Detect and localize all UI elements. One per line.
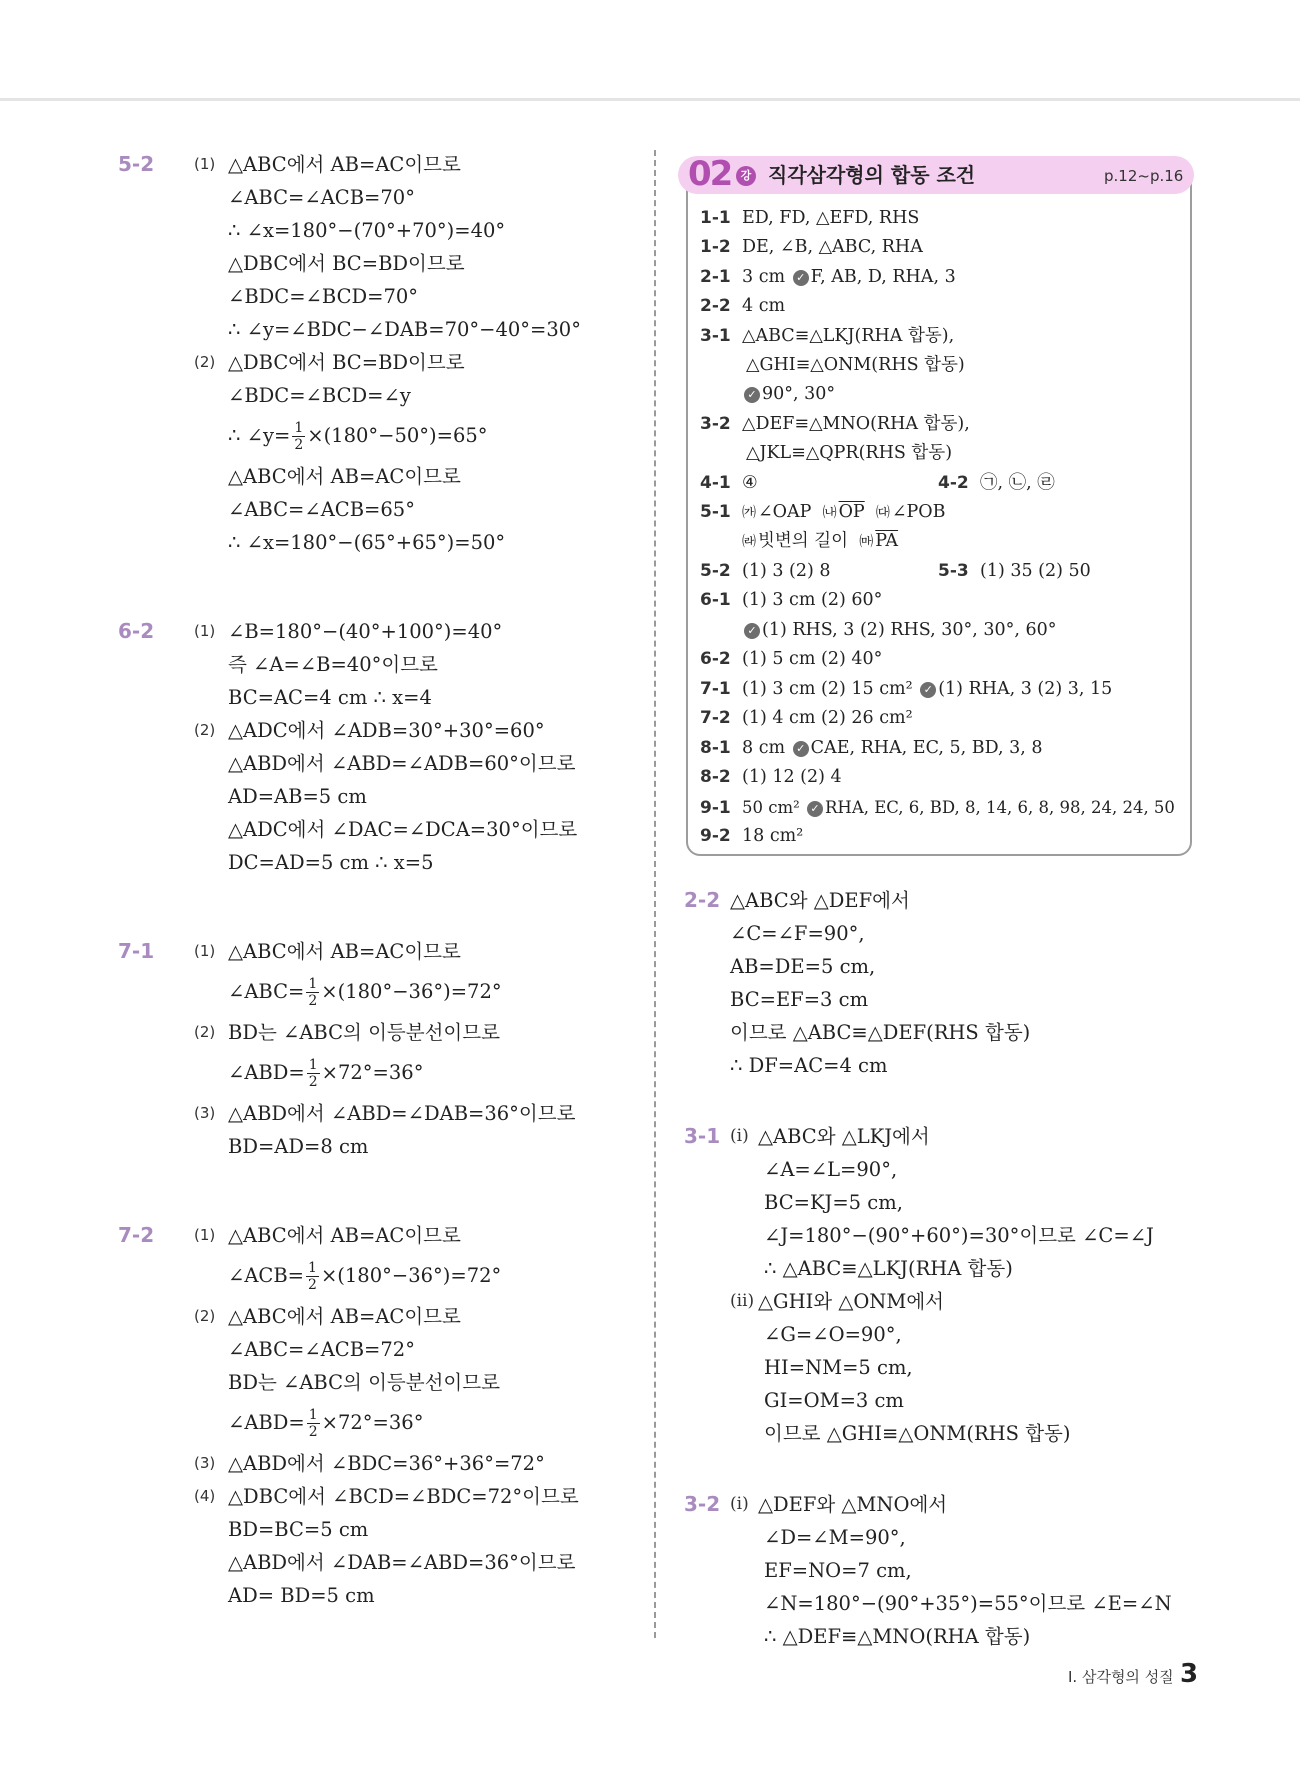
- answer-number: 3-1: [700, 326, 731, 346]
- sub-answer-4: [194, 1480, 638, 1612]
- line-part: ∴ ∠y=: [228, 424, 291, 447]
- solution-line: ∴ △ABC≡△LKJ(RHA 합동): [764, 1257, 1013, 1280]
- sub-answer-2: [194, 1300, 638, 1447]
- solution-line: ∠BDC=∠BCD=∠y: [228, 384, 411, 407]
- answer-number: 7-1: [700, 679, 731, 699]
- answer-text: $\overline{OP}$: [838, 502, 865, 522]
- line-part: ×(180°−36°)=72°: [320, 1264, 502, 1287]
- solution-line: ∴ △DEF≡△MNO(RHA 합동): [764, 1625, 1031, 1648]
- line-part: ∠ABD=: [228, 1061, 305, 1084]
- fraction: [307, 1407, 320, 1440]
- solution-line: [228, 1252, 638, 1300]
- check-icon: ✓: [744, 623, 760, 639]
- answer-text: △DEF≡△MNO(RHA 합동),: [742, 414, 970, 434]
- solution-line: ∠G=∠O=90°,: [764, 1323, 902, 1346]
- answer-9-1: [700, 793, 1175, 823]
- solution-line: △ABD에서 ∠ABD=∠DAB=36°이므로: [228, 1102, 576, 1125]
- sub-answer-2: [194, 1016, 638, 1097]
- solution-line: △ABC에서 AB=AC이므로: [228, 1305, 461, 1328]
- fraction-numerator: 1: [308, 1407, 318, 1423]
- solution-line: △ABC에서 AB=AC이므로: [228, 465, 461, 488]
- answer-text: ∠OAP: [758, 502, 812, 522]
- answer-number: 9-1: [700, 798, 731, 818]
- solution-line: ∴ DF=AC=4 cm: [730, 1054, 888, 1077]
- sub-answer-2: [194, 714, 638, 879]
- solution-line: DC=AD=5 cm ∴ x=5: [228, 851, 434, 874]
- solution-line: △ABC에서 AB=AC이므로: [228, 153, 461, 176]
- top-rule: [0, 98, 1300, 101]
- check-icon: ✓: [793, 270, 809, 286]
- problem-number: 2-2: [684, 888, 721, 912]
- answer-number: 2-1: [700, 267, 731, 287]
- solution-line: ∴ ∠x=180°−(65°+65°)=50°: [228, 531, 506, 554]
- answer-number: 5-3: [938, 561, 969, 581]
- line-part: ∠ACB=: [228, 1264, 305, 1287]
- solution-line: HI=NM=5 cm,: [764, 1356, 913, 1379]
- answer-2-2: [700, 292, 785, 321]
- solution-line: ∴ ∠x=180°−(70°+70°)=40°: [228, 219, 506, 242]
- fraction-denominator: 2: [308, 993, 318, 1009]
- line-part: ∠ABC=: [228, 980, 305, 1003]
- solution-line: GI=OM=3 cm: [764, 1389, 904, 1412]
- line-part: ×(180°−50°)=65°: [307, 424, 488, 447]
- sub-label: (2): [194, 353, 216, 371]
- fraction-denominator: 2: [294, 437, 304, 453]
- fraction-numerator: 1: [294, 420, 304, 436]
- sub-answer-2: [194, 346, 638, 559]
- solution-line: △ABD에서 ∠BDC=36°+36°=72°: [228, 1452, 545, 1475]
- answer-7-2: [700, 704, 913, 733]
- check-icon: ✓: [744, 387, 760, 403]
- answer-number: 1-1: [700, 208, 731, 228]
- sub-label: (3): [194, 1454, 216, 1472]
- sub-answer-1: [194, 615, 638, 714]
- answer-text: (1) 4 cm (2) 26 cm²: [742, 708, 913, 728]
- lesson-badge: 강: [736, 166, 756, 186]
- blank-label: ㈐: [875, 505, 890, 521]
- answer-text: 3 cm: [742, 267, 786, 287]
- solution-line: [228, 1399, 638, 1447]
- fraction-denominator: 2: [308, 1424, 318, 1440]
- solution-line: ∠ABC=∠ACB=70°: [228, 186, 415, 209]
- answer-9-2: [700, 822, 803, 851]
- sub-answer-1: [194, 148, 638, 346]
- answer-text: (1) 5 cm (2) 40°: [742, 649, 883, 669]
- answer-text: (1) 3 cm (2) 60°: [742, 590, 883, 610]
- chapter-label: Ⅰ. 삼각형의 성질: [1068, 1668, 1174, 1686]
- answer-6-2: [700, 645, 882, 674]
- problem-5-2: [118, 148, 638, 559]
- solution-line: 이므로 △GHI≡△ONM(RHS 합동): [764, 1422, 1071, 1445]
- solution-line: BC=AC=4 cm ∴ x=4: [228, 686, 432, 709]
- solution-line: 즉 ∠A=∠B=40°이므로: [228, 653, 438, 676]
- page-number: 3: [1180, 1659, 1199, 1689]
- answer-number: 5-1: [700, 502, 731, 522]
- answer-3-1-line-3: [742, 380, 835, 409]
- fraction-numerator: 1: [308, 976, 318, 992]
- answer-5-1: [700, 498, 946, 528]
- line-part: ×72°=36°: [321, 1411, 424, 1434]
- answer-text: 90°, 30°: [762, 384, 836, 404]
- sub-label: (2): [194, 721, 216, 739]
- solution-line: △ABC와 △LKJ에서: [758, 1125, 930, 1148]
- line-part: ×72°=36°: [321, 1061, 424, 1084]
- answer-extra: RHA, EC, 6, BD, 8, 14, 6, 8, 98, 24, 24, 50: [825, 798, 1175, 817]
- problem-number: 3-2: [684, 1492, 721, 1516]
- fraction: [292, 420, 305, 453]
- line-part: ×(180°−36°)=72°: [321, 980, 502, 1003]
- sub-label: (1): [194, 622, 216, 640]
- answer-3-1-line-2: △GHI≡△ONM(RHS 합동): [746, 355, 965, 375]
- solution-line: △ABC와 △DEF에서: [730, 889, 910, 912]
- answer-number: 3-2: [700, 414, 731, 434]
- sub-label: (ⅰ): [730, 1494, 749, 1514]
- blank-label: ㈏: [822, 505, 837, 521]
- solution-line: [228, 1049, 638, 1097]
- solution-line: △ABC에서 AB=AC이므로: [228, 940, 461, 963]
- problem-number: 3-1: [684, 1124, 721, 1148]
- solution-line: ∠J=180°−(90°+60°)=30°이므로 ∠C=∠J: [764, 1224, 1154, 1247]
- sub-answer-i: [730, 1120, 1204, 1285]
- answer-number: 5-2: [700, 561, 731, 581]
- answer-5-1-line-2: [742, 527, 898, 557]
- blank-label: ㈒: [859, 534, 874, 550]
- problem-number: 6-2: [118, 619, 155, 643]
- answer-3-1: [700, 322, 954, 351]
- solution-line: △ABD에서 ∠ABD=∠ADB=60°이므로: [228, 752, 576, 775]
- solution-line: △DBC에서 BC=BD이므로: [228, 252, 465, 275]
- solution-line: ∠N=180°−(90°+35°)=55°이므로 ∠E=∠N: [764, 1592, 1172, 1615]
- sub-label: (1): [194, 942, 216, 960]
- answer-number: 6-1: [700, 590, 731, 610]
- answer-text: (1) 12 (2) 4: [742, 767, 842, 787]
- answer-6-1: [700, 586, 882, 615]
- answer-number: 9-2: [700, 826, 731, 846]
- blank-label: ㈎: [742, 505, 756, 521]
- sub-label: (1): [194, 155, 216, 173]
- answer-text: △ABC≡△LKJ(RHA 합동),: [742, 326, 955, 346]
- solution-line: BD=BC=5 cm: [228, 1518, 369, 1541]
- answer-extra: (1) RHA, 3 (2) 3, 15: [938, 679, 1113, 699]
- sub-answer-1: [194, 1219, 638, 1300]
- problem-7-1: [118, 935, 638, 1163]
- fraction-numerator: 1: [308, 1260, 317, 1276]
- sub-answer-ii: [730, 1285, 1204, 1450]
- answer-4-1: [700, 469, 758, 498]
- answer-text: 50 cm²: [742, 798, 800, 817]
- problem-3-1: [684, 1120, 1204, 1450]
- solution-line: ∠C=∠F=90°,: [730, 922, 865, 945]
- column-divider: [654, 150, 656, 1638]
- fraction-denominator: 2: [308, 1074, 318, 1090]
- sub-label: (1): [194, 1226, 216, 1244]
- answer-8-2: [700, 763, 842, 792]
- solution-line: AB=DE=5 cm,: [730, 955, 876, 978]
- check-icon: ✓: [920, 682, 936, 698]
- answer-6-1-line-2: [742, 616, 1057, 645]
- answer-3-2-line-2: △JKL≡△QPR(RHS 합동): [746, 443, 953, 463]
- sub-answer-3: [194, 1447, 638, 1480]
- answer-text: 18 cm²: [742, 826, 804, 846]
- answer-number: 8-1: [700, 738, 731, 758]
- answer-number: 2-2: [700, 296, 731, 316]
- sub-label: (3): [194, 1104, 216, 1122]
- sub-label: (2): [194, 1023, 216, 1041]
- fraction: [307, 1057, 320, 1090]
- answer-number: 7-2: [700, 708, 731, 728]
- solution-line: AD=AB=5 cm: [228, 785, 367, 808]
- solution-line: △ADC에서 ∠DAC=∠DCA=30°이므로: [228, 818, 578, 841]
- solution-line: ∠D=∠M=90°,: [764, 1526, 906, 1549]
- answer-7-1: [700, 675, 1112, 704]
- check-icon: ✓: [807, 801, 823, 817]
- answer-8-1: [700, 734, 1043, 763]
- line-part: ∠ABD=: [228, 1411, 305, 1434]
- answer-4-2: [938, 469, 1055, 498]
- solution-line: ∠ABC=∠ACB=65°: [228, 498, 415, 521]
- answer-number: 1-2: [700, 237, 731, 257]
- fraction: [306, 976, 319, 1009]
- answer-1-1: [700, 204, 919, 233]
- problem-number: 7-2: [118, 1223, 155, 1247]
- answer-number: 6-2: [700, 649, 731, 669]
- answer-number: 4-2: [938, 473, 969, 493]
- answer-extra: CAE, RHA, EC, 5, BD, 3, 8: [810, 738, 1043, 758]
- sub-answer-1: [194, 935, 638, 1016]
- solution-line: △ADC에서 ∠ADB=30°+30°=60°: [228, 719, 545, 742]
- answer-extra: (1) RHS, 3 (2) RHS, 30°, 30°, 60°: [762, 620, 1057, 640]
- solution-line: ∴ ∠y=∠BDC−∠DAB=70°−40°=30°: [228, 318, 581, 341]
- solution-line: AD= BD=5 cm: [228, 1584, 375, 1607]
- page-range: p.12~p.16: [1104, 167, 1184, 185]
- sub-answer-i: [730, 1488, 1204, 1653]
- answer-2-1: [700, 263, 956, 292]
- solution-line: △ABC에서 AB=AC이므로: [228, 1224, 461, 1247]
- lesson-title: 직각삼각형의 합동 조건: [768, 163, 976, 187]
- solution-line: [228, 968, 638, 1016]
- answer-text: 4 cm: [742, 296, 786, 316]
- sub-label: (ⅱ): [730, 1291, 755, 1311]
- solution-line: △GHI와 △ONM에서: [758, 1290, 945, 1313]
- solution-line: ∠ABC=∠ACB=72°: [228, 1338, 415, 1361]
- solution-line: BD=AD=8 cm: [228, 1135, 369, 1158]
- problem-number: 5-2: [118, 152, 155, 176]
- solution-line: △DBC에서 ∠BCD=∠BDC=72°이므로: [228, 1485, 579, 1508]
- answer-5-2: [700, 557, 831, 586]
- answer-3-2: [700, 410, 970, 439]
- answer-text: 빗변의 길이: [758, 531, 849, 551]
- blank-label: ㈑: [742, 534, 756, 550]
- right-column: [684, 884, 1204, 1653]
- sub-label: (2): [194, 1307, 216, 1325]
- fraction-numerator: 1: [308, 1057, 318, 1073]
- answer-text: (1) 3 cm (2) 15 cm²: [742, 679, 913, 699]
- problem-7-2: [118, 1219, 638, 1612]
- problem-number: 7-1: [118, 939, 155, 963]
- solution-line: ∠B=180°−(40°+100°)=40°: [228, 620, 503, 643]
- solution-line: 이므로 △ABC≡△DEF(RHS 합동): [730, 1021, 1031, 1044]
- answer-text: ∠POB: [891, 502, 946, 522]
- solution-line: △DEF와 △MNO에서: [758, 1493, 948, 1516]
- sub-answer-3: [194, 1097, 638, 1163]
- lesson-number: 02: [688, 154, 732, 194]
- answer-text: (1) 3 (2) 8: [742, 561, 831, 581]
- solution-line: ∠BDC=∠BCD=70°: [228, 285, 419, 308]
- answer-extra: F, AB, D, RHA, 3: [810, 267, 956, 287]
- solution-line: △ABD에서 ∠DAB=∠ABD=36°이므로: [228, 1551, 576, 1574]
- answer-text: ED, FD, △EFD, RHS: [742, 208, 920, 228]
- left-column: [118, 148, 638, 1612]
- fraction-denominator: 2: [308, 1277, 317, 1293]
- solution-line: BC=KJ=5 cm,: [764, 1191, 903, 1214]
- answer-number: 8-2: [700, 767, 731, 787]
- problem-2-2: [684, 884, 1204, 1082]
- fraction: [306, 1260, 319, 1293]
- solution-line: BD는 ∠ABC의 이등분선이므로: [228, 1021, 500, 1044]
- solution-line: [228, 412, 638, 460]
- answer-text: ㉠, ㉡, ㉣: [980, 473, 1055, 493]
- answer-text: ④: [742, 473, 758, 493]
- solution-line: BD는 ∠ABC의 이등분선이므로: [228, 1371, 500, 1394]
- answer-text: DE, ∠B, △ABC, RHA: [742, 237, 923, 257]
- answer-5-3: [938, 557, 1091, 586]
- problem-6-2: [118, 615, 638, 879]
- check-icon: ✓: [793, 741, 809, 757]
- solution-line: ∠A=∠L=90°,: [764, 1158, 898, 1181]
- answer-text: (1) 35 (2) 50: [980, 561, 1091, 581]
- sub-label: (4): [194, 1487, 216, 1505]
- answer-number: 4-1: [700, 473, 731, 493]
- answer-text: $\overline{PA}$: [875, 531, 899, 551]
- answer-text: 8 cm: [742, 738, 786, 758]
- answer-1-2: [700, 233, 923, 262]
- solution-line: EF=NO=7 cm,: [764, 1559, 912, 1582]
- sub-label: (ⅰ): [730, 1126, 749, 1146]
- solution-line: BC=EF=3 cm: [730, 988, 869, 1011]
- problem-3-2: [684, 1488, 1204, 1653]
- solution-line: △DBC에서 BC=BD이므로: [228, 351, 465, 374]
